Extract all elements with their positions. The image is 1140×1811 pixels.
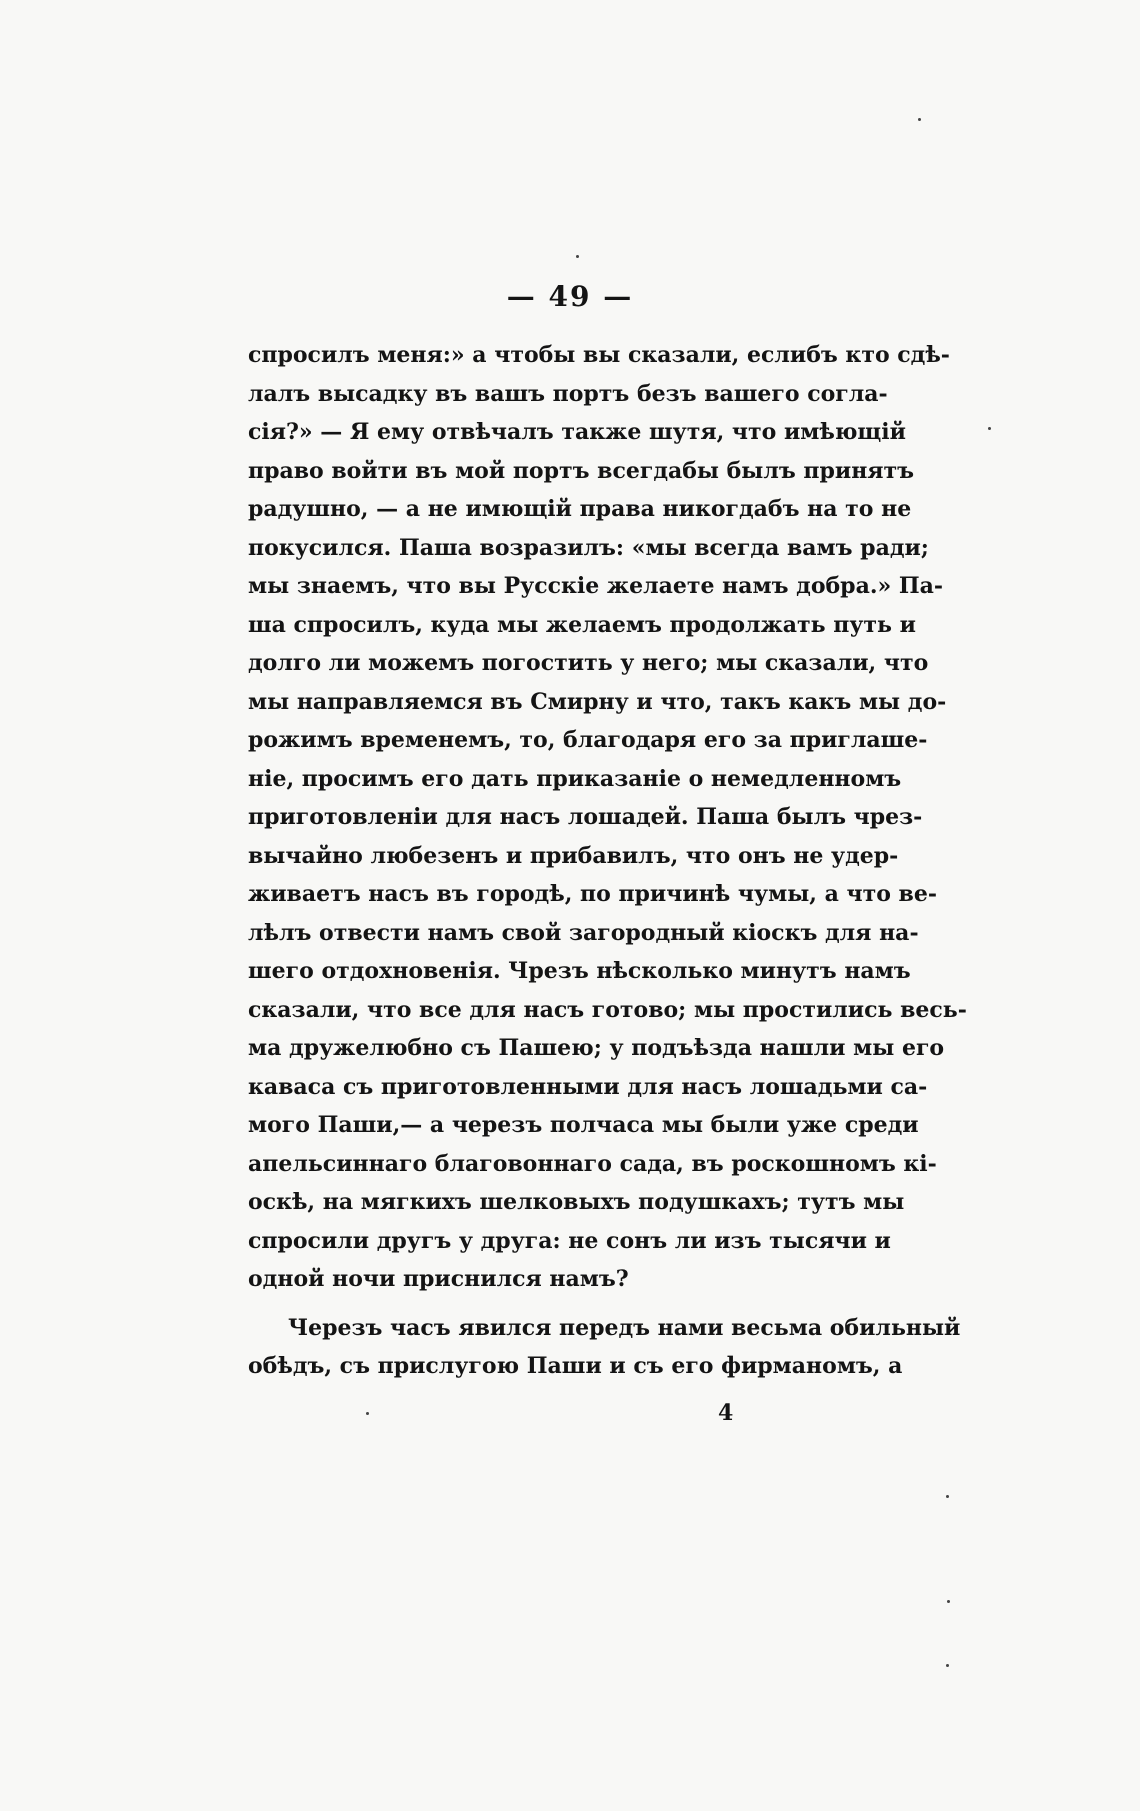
text-line: рожимъ временемъ, то, благодаря его за приглаше- xyxy=(248,727,928,753)
scan-speck xyxy=(988,427,991,430)
scan-speck xyxy=(576,255,579,258)
body-text xyxy=(248,336,967,1386)
text-line: ша спросилъ, куда мы желаемъ продолжать путь и xyxy=(248,611,916,638)
text-line: вычайно любезенъ и прибавилъ, что онъ не удер- xyxy=(248,842,899,869)
text-line: мы знаемъ, что вы Русскіе желаете намъ добра.» Па- xyxy=(248,573,944,599)
scan-speck xyxy=(946,1495,949,1498)
text-line: сказали, что все для насъ готово; мы простились весь- xyxy=(248,996,967,1023)
text-line: мы направляемся въ Смирну и что, такъ какъ мы до- xyxy=(248,688,947,715)
scan-speck xyxy=(918,118,921,121)
text-line: ніе, просимъ его дать приказаніе о немедленномъ xyxy=(248,765,902,792)
text-line: спросили другъ у друга: не сонъ ли изъ тысячи и xyxy=(248,1227,891,1254)
text-line: покусился. Паша возразилъ: «мы всегда вамъ ради; xyxy=(248,534,929,561)
text-line: приготовленіи для насъ лошадей. Паша былъ чрез- xyxy=(248,804,923,830)
text-line: лалъ высадку въ вашъ портъ безъ вашего согла- xyxy=(248,380,888,407)
paragraph-end-line: одной ночи приснился намъ? xyxy=(248,1266,629,1292)
text-line: сія?» — Я ему отвѣчалъ также шутя, что имѣющій xyxy=(248,419,906,445)
text-line: мого Паши,— а черезъ полчаса мы были уже среди xyxy=(248,1112,919,1138)
text-line: ма дружелюбно съ Пашею; у подъѣзда нашли мы его xyxy=(248,1035,945,1061)
text-line: право войти въ мой портъ всегдабы былъ принятъ xyxy=(248,457,915,484)
text-line: спросилъ меня:» а чтобы вы сказали, еслибъ кто сдѣ- xyxy=(248,342,950,368)
text-line: апельсиннаго благовоннаго сада, въ роскошномъ кі- xyxy=(248,1150,937,1177)
text-line: оскѣ, на мягкихъ шелковыхъ подушкахъ; тутъ мы xyxy=(248,1189,905,1215)
text-line: шего отдохновенія. Чрезъ нѣсколько минутъ намъ xyxy=(248,958,911,984)
text-line: лѣлъ отвести намъ свой загородный кіоскъ для на- xyxy=(248,919,919,946)
signature-mark: 4 xyxy=(718,1400,734,1426)
page-number-header: — 49 — xyxy=(506,280,634,313)
text-line: каваса съ приготовленными для насъ лошадьми са- xyxy=(248,1073,928,1100)
text-line: долго ли можемъ погостить у него; мы сказали, что xyxy=(248,650,929,676)
text-line: живаетъ насъ въ городѣ, по причинѣ чумы, а что ве- xyxy=(248,881,937,907)
text-line: радушно, — а не имющій права никогдабъ на то не xyxy=(248,496,912,522)
text-line: обѣдъ, съ прислугою Паши и съ его фирманомъ, а xyxy=(248,1353,903,1379)
paragraph-start-line: Черезъ часъ явился передъ нами весьма обильный xyxy=(288,1314,961,1341)
scan-speck xyxy=(366,1412,369,1415)
scan-speck xyxy=(946,1664,949,1667)
scan-speck xyxy=(947,1600,950,1603)
